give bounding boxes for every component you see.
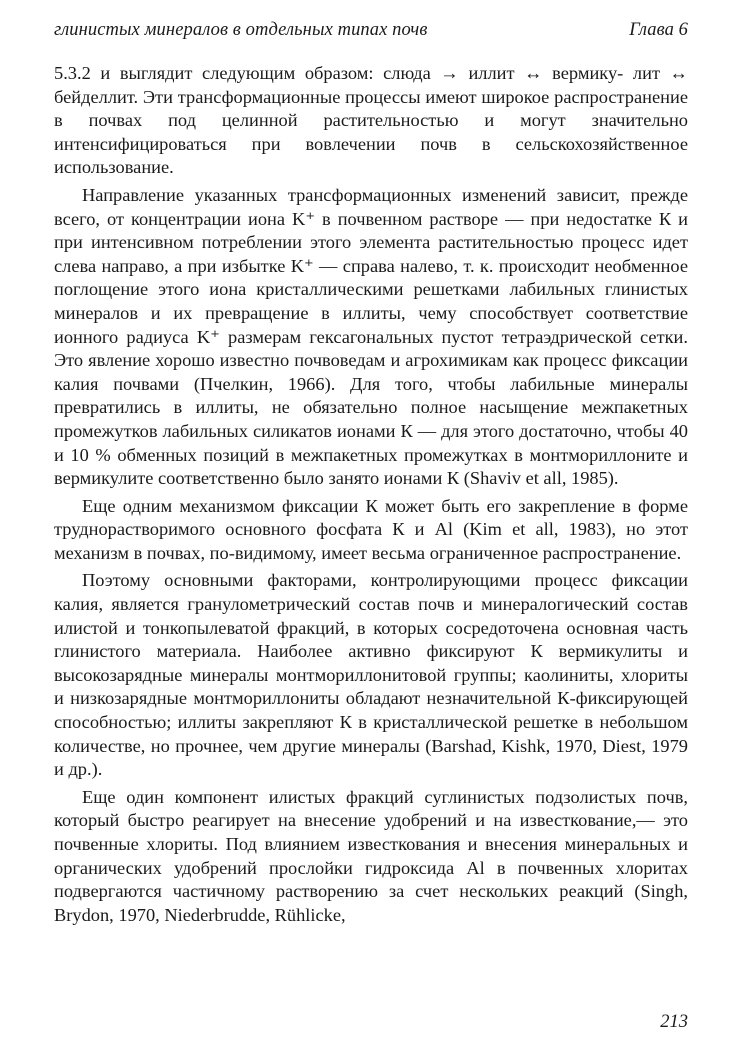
header-divider xyxy=(54,52,688,53)
paragraph: Еще один компонент илистых фракций суглинистых подзолистых почв, который быстро реагирует на внесение удобрений и на известкование,— это почвенные хлориты. Под влиянием известкования и внесения минеральных и органических удобрений прослойки гидроксида Al в почвенных хлоритах подвергаются частичному растворению за счет нескольких реакций (Singh, Brydon, 1970, Niederbrudde, Rühlicke, xyxy=(54,786,688,925)
book-page xyxy=(54,0,688,1057)
paragraph: Поэтому основными факторами, контролирующими процесс фиксации калия, является гранулометрический состав почв и минералогический состав илистой и тонкопылеватой фракций, в которых сосредоточена основная часть глинистого материала. Наиболее активно фиксируют К вермикулиты и высокозарядные минералы монтмориллонитовой группы; каолиниты, хлориты и низкозарядные монтмориллониты обладают незначительной К-фиксирующей способностью; иллиты закрепляют К в кристаллической решетке в небольшом количестве, но прочнее, чем другие минералы (Barshad, Kishk, 1970, Diest, 1979 и др.). xyxy=(54,570,688,780)
paragraph: Еще одним механизмом фиксации К может быть его закрепление в форме труднорастворимого основного фосфата К и Al (Kim et all, 1983), но этот механизм в почвах, по-видимому, имеет весьма ограниченное распространение. xyxy=(54,495,688,563)
running-head-title: глинистых минералов в отдельных типах почв xyxy=(54,20,428,40)
page-number: 213 xyxy=(660,1012,688,1032)
paragraph: 5.3.2 и выглядит следующим образом: слюда → иллит ↔ вермику- лит ↔ бейделлит. Эти трансформационные процессы имеют широкое распространение в почвах под целинной растительностью и могут значительно интенсифицироваться при вовлечении почв в сельскохозяйственное использование. xyxy=(54,63,688,178)
paragraph: Направление указанных трансформационных изменений зависит, прежде всего, от концентрации иона K⁺ в почвенном растворе — при недостатке К и при интенсивном потреблении этого элемента растительностью процесс идет слева направо, а при избытке K⁺ — справа налево, т. к. происходит необменное поглощение этого иона кристаллическими решетками лабильных глинистых минералов и их превращение в иллиты, чему способствует соответствие ионного радиуса K⁺ размерам гексагональных пустот тетраэдрической сетки. Это явление хорошо известно почвоведам и агрохимикам как процесс фиксации калия почвами (Пчелкин, 1966). Для того, чтобы лабильные минералы превратились в иллиты, не обязательно полное насыщение межпакетных промежутков лабильных силикатов ионами К — для этого достаточно, чтобы 40 и 10 % обменных позиций в межпакетных промежутках в монтмориллоните и вермикулите соответственно было занято ионами К (Shaviv et all, 1985). xyxy=(54,184,688,489)
body-text xyxy=(54,62,688,931)
running-header xyxy=(54,20,688,48)
chapter-label: Глава 6 xyxy=(629,20,688,40)
